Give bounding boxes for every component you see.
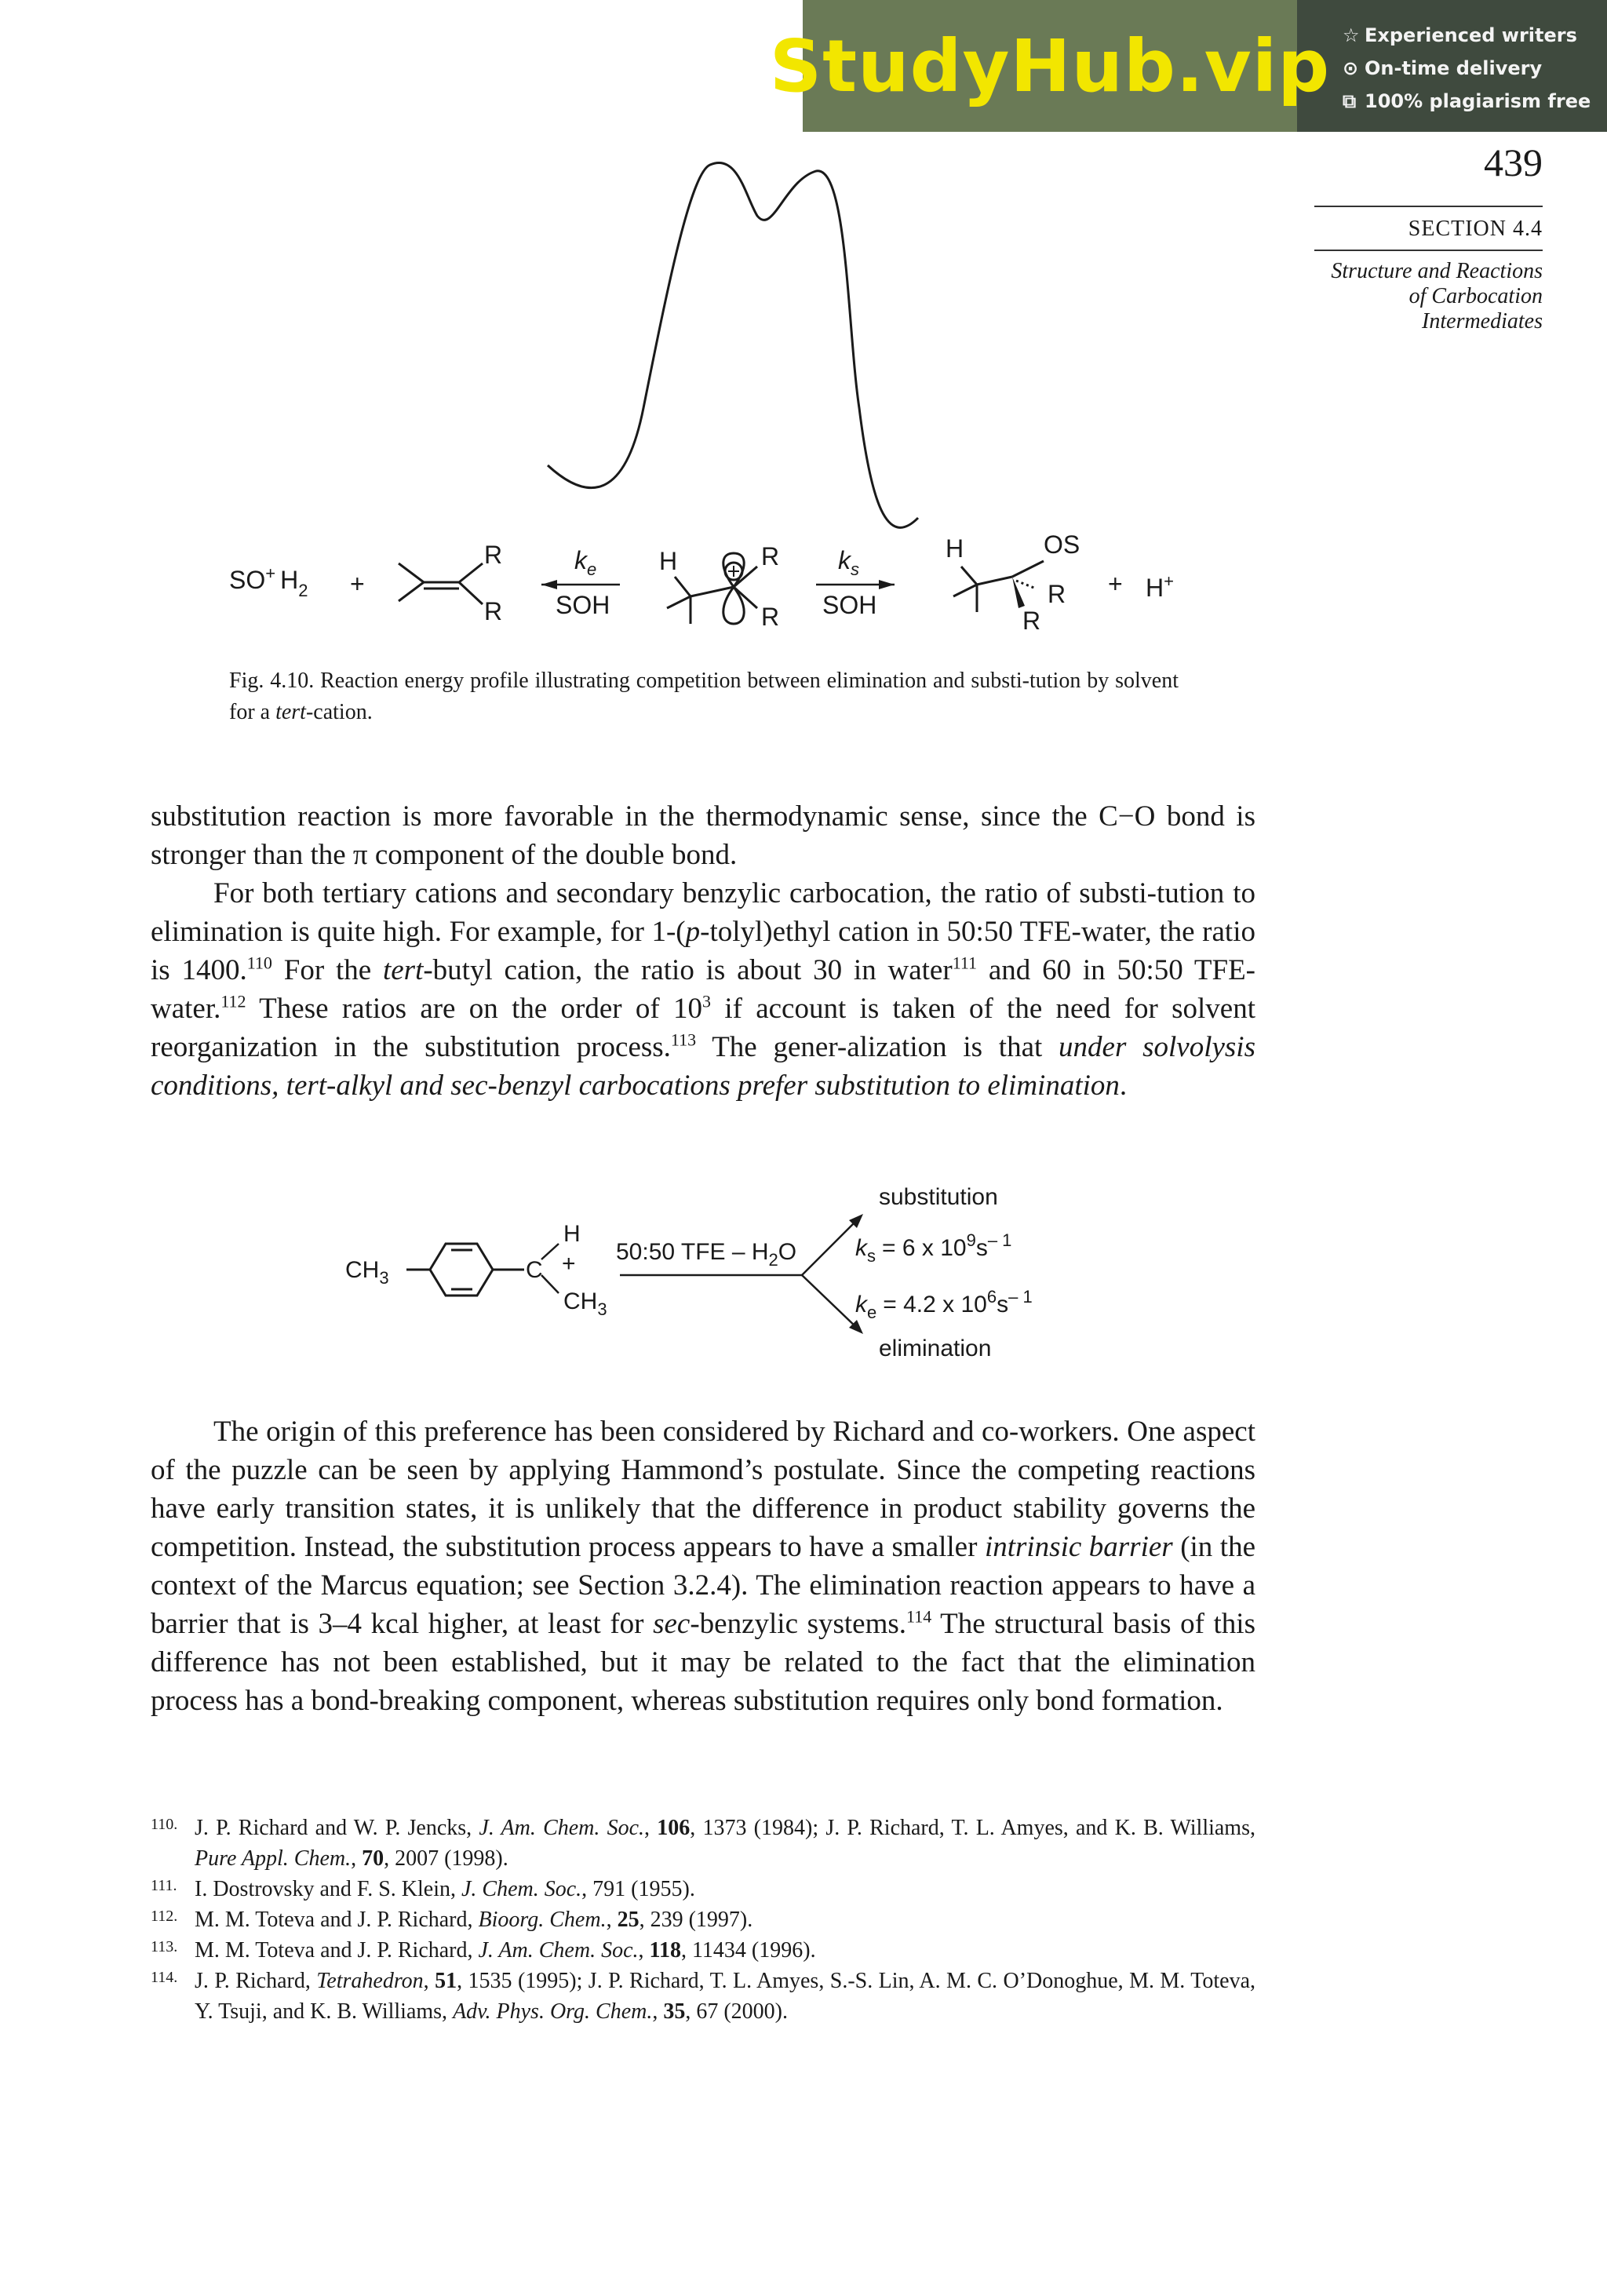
- footnote-113: [151, 1935, 1255, 1966]
- ks-label: $k_s$: [838, 546, 859, 579]
- footnote-number: 112.: [151, 1908, 178, 1925]
- citation-text: , 67 (2000).: [685, 1999, 789, 2024]
- footnote-ref[interactable]: 112: [220, 991, 246, 1011]
- citation-text: , 791 (1955).: [581, 1877, 695, 1901]
- volume-number: 106: [657, 1816, 691, 1840]
- subtitle-line: Structure and Reactions: [1331, 259, 1543, 283]
- feature-label: 100% plagiarism free: [1365, 90, 1591, 112]
- footnote-number: 113.: [151, 1938, 178, 1955]
- citation-text: , 1373 (1984); J. P. Richard, T. L. Amyes, and K. B. Williams,: [690, 1816, 1255, 1840]
- journal-name: J. Chem. Soc.: [461, 1877, 582, 1901]
- caption-text-end: -cation.: [305, 700, 373, 724]
- energy-profile-figure: [0, 0, 1607, 659]
- citation-text: ,: [638, 1938, 650, 1963]
- alkene-r-top: R: [484, 541, 503, 569]
- caption-text: Fig. 4.10. Reaction energy profile illustrating competition between elimination and substi-tution by solvent for a: [229, 669, 1179, 724]
- volume-number: 70: [362, 1846, 384, 1871]
- substitution-arrowhead: [879, 580, 895, 589]
- paragraph-1: substitution reaction is more favorable in the thermodynamic sense, since the C−O bond is stronger than the π component of the double bond.: [151, 800, 1255, 871]
- footnote-number: 110.: [151, 1816, 178, 1833]
- product-r-right: R: [1048, 580, 1066, 608]
- alkene-r-bottom: R: [484, 597, 503, 625]
- footnote-text: [195, 1874, 1255, 1904]
- product-os: OS: [1044, 530, 1080, 559]
- feature-label: On-time delivery: [1365, 57, 1543, 79]
- product-h: H: [946, 534, 964, 563]
- citation-text: ,: [351, 1846, 363, 1871]
- volume-number: 51: [435, 1969, 457, 1993]
- journal-name: Pure Appl. Chem.: [195, 1846, 352, 1871]
- star-icon: ☆: [1343, 24, 1360, 46]
- volume-number: 118: [649, 1938, 681, 1963]
- cation-plus: +: [562, 1251, 576, 1277]
- product-r-bottom: R: [1022, 607, 1041, 635]
- citation-text: , 2007 (1998).: [384, 1846, 508, 1871]
- volume-number: 35: [663, 1999, 686, 2024]
- cation-carbon: C: [526, 1257, 543, 1283]
- paragraph-2: For both tertiary cations and secondary benzylic carbocation, the ratio of substi-tution to elimination is quite high. For example, for 1-(p-tolyl)ethyl cation in 50:50 TFE-water, the ratio is 1400.$^{110}$ For the tert-butyl cation, the ratio is about 30 in water$^{111}$ and 60 in 50:50 TFE-water.$^{112}$ These ratios are on the order of $10^3$ if account is taken of the need for solvent reorganization in the substitution process.$^{113}$ The gener-alization is that under solvolysis conditions, tert-alkyl and sec-benzyl carbocations prefer substitution to elimination.: [151, 877, 1256, 1102]
- methyl-right: $CH_3$: [563, 1288, 607, 1319]
- footnote-number: 111.: [151, 1877, 177, 1894]
- substitution-label: substitution: [879, 1184, 998, 1210]
- volume-number: 25: [617, 1908, 640, 1932]
- citation-text: ,: [644, 1816, 658, 1840]
- footnote-number: 114.: [151, 1969, 178, 1986]
- copy-icon: ⧉: [1343, 90, 1357, 112]
- substitution-branch: [802, 1218, 859, 1275]
- journal-name: J. Am. Chem. Soc.: [479, 1816, 645, 1840]
- energy-curve: [548, 162, 918, 527]
- footnote-111: [151, 1874, 1255, 1904]
- footnote-114: [151, 1966, 1255, 2027]
- citation-text: , 11434 (1996).: [680, 1938, 816, 1963]
- citation-text: J. P. Richard,: [195, 1969, 317, 1993]
- solvent-label: 50:50 TFE – $H_2O$: [616, 1239, 797, 1270]
- section-label: SECTION 4.4: [1408, 217, 1543, 241]
- soh-label-left: SOH: [556, 591, 610, 619]
- footnote-text: [195, 1966, 1255, 2027]
- citation-text: ,: [652, 1999, 664, 2024]
- citation-text: J. P. Richard and W. P. Jencks,: [195, 1816, 479, 1840]
- caption-italic: tert: [275, 700, 306, 724]
- elimination-label: elimination: [879, 1336, 992, 1361]
- ks-rate: $k_s = 6$ x $10^9s^{- 1}$: [855, 1230, 1012, 1266]
- footnote-ref[interactable]: 113: [670, 1030, 697, 1050]
- tolylethyl-scheme: [314, 1169, 1099, 1373]
- citation-text: M. M. Toteva and J. P. Richard,: [195, 1938, 479, 1963]
- cation-h: H: [563, 1221, 581, 1247]
- benzene-ring: [406, 1244, 524, 1296]
- journal-name: Tetrahedron: [316, 1969, 424, 1993]
- wedge-bond: [1012, 577, 1025, 608]
- journal-name: Adv. Phys. Org. Chem.: [453, 1999, 653, 2024]
- soh-label-right: SOH: [822, 591, 877, 619]
- methyl-left: $CH_3$: [345, 1257, 389, 1288]
- cation-r-top: R: [761, 542, 780, 570]
- figure-caption: [229, 665, 1179, 728]
- studyhub-logo[interactable]: StudyHub.vip: [769, 24, 1331, 108]
- elimination-arrowhead: [541, 580, 557, 589]
- alkene-structure: [399, 563, 483, 604]
- footnote-ref[interactable]: 111: [952, 953, 978, 973]
- reaction-scheme: [229, 530, 1174, 635]
- footnote-110: [151, 1813, 1255, 1874]
- elimination-branch: [802, 1275, 859, 1330]
- journal-name: Bioorg. Chem.: [478, 1908, 607, 1932]
- cation-r-bottom: R: [761, 603, 780, 631]
- footnote-ref[interactable]: 110: [246, 953, 272, 973]
- citation-text: ,: [606, 1908, 618, 1932]
- citation-text: M. M. Toteva and J. P. Richard,: [195, 1908, 479, 1932]
- feature-label: Experienced writers: [1365, 24, 1577, 46]
- page-number: 439: [1484, 140, 1543, 184]
- citation-text: I. Dostrovsky and F. S. Klein,: [195, 1877, 461, 1901]
- footnote-text: [195, 1813, 1255, 1874]
- journal-name: J. Am. Chem. Soc.: [478, 1938, 639, 1963]
- citation-text: ,: [423, 1969, 435, 1993]
- subtitle-line: of Carbocation: [1408, 284, 1543, 308]
- plus-sign-product: +: [1108, 570, 1123, 598]
- subtitle-line: Intermediates: [1422, 309, 1543, 333]
- carbocation-structure: [667, 553, 757, 624]
- footnote-ref[interactable]: 114: [906, 1606, 932, 1627]
- paragraph-3: The origin of this preference has been considered by Richard and co-workers. One aspect of the puzzle can be seen by applying Hammond’s postulate. Since the competing reactions have early transition states, it is unlikely that the difference in product stability governs the competition. Instead, the substitution process appears to have a smaller intrinsic barrier (in the context of the Marcus equation; see Section 3.2.4). The elimination reaction appears to have a barrier that is 3–4 kcal higher, at least for sec-benzylic systems.$^{114}$ The structural basis of this difference has not been established, but it may be related to the fact that the elimination process has a bond-breaking component, whereas substitution requires only bond formation.: [151, 1416, 1255, 1717]
- ke-rate: $k_e = 4.2$ x $10^6s^{- 1}$: [855, 1287, 1033, 1322]
- clock-icon: ⊙: [1343, 57, 1359, 79]
- proton-label: H+: [1146, 571, 1174, 602]
- ke-label: $k_e$: [574, 546, 597, 579]
- solvent-acid-label: SO+ $H_2$: [229, 563, 308, 600]
- footnote-text: [195, 1935, 1255, 1966]
- plus-sign: +: [350, 570, 365, 598]
- ether-product-structure: [953, 561, 1044, 612]
- footnote-112: [151, 1904, 1255, 1935]
- cation-h: H: [659, 547, 678, 575]
- citation-text: , 1535 (1995); J. P. Richard, T. L. Amyes, S.-S. Lin, A. M. C. O’Donoghue, M. M. Toteva, Y. Tsuji, and K. B. Williams,: [195, 1969, 1256, 2024]
- citation-text: , 239 (1997).: [639, 1908, 753, 1932]
- footnote-text: [195, 1904, 1255, 1935]
